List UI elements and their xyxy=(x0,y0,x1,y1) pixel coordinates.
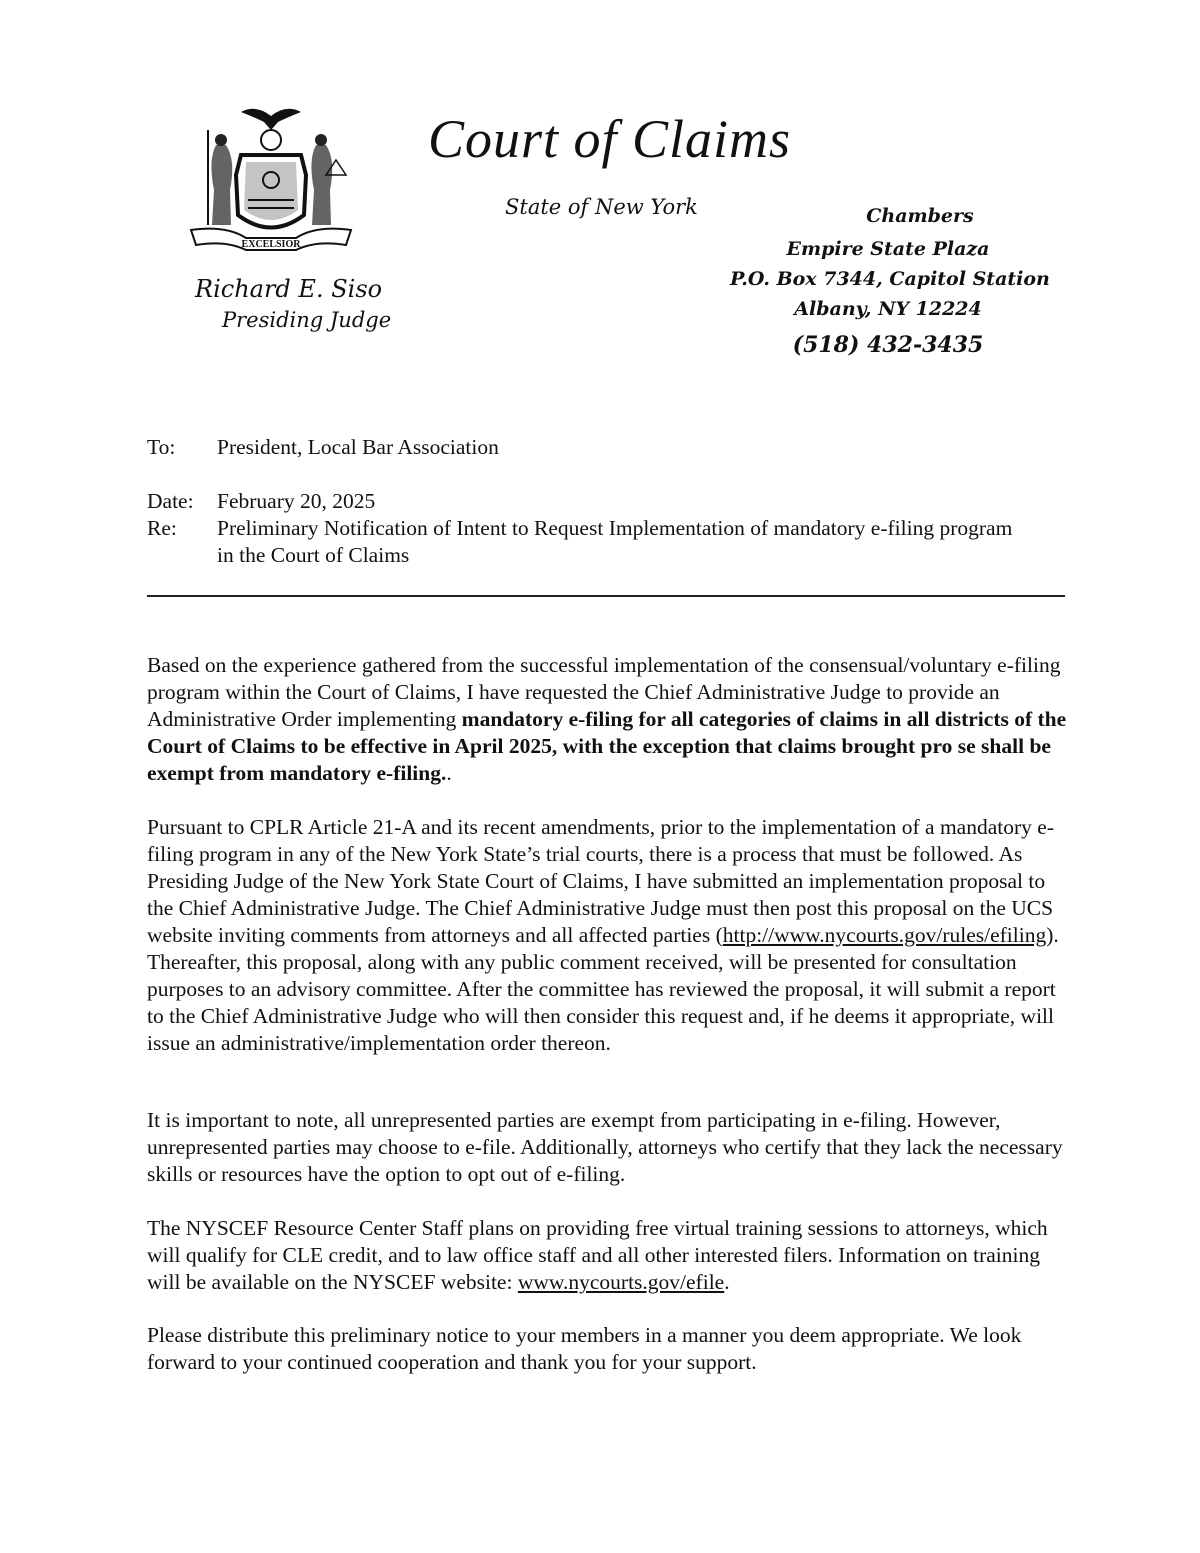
paragraph-5 xyxy=(147,1322,1067,1376)
memo-date xyxy=(147,488,1017,515)
re-label: Re: xyxy=(147,516,177,540)
judge-name: Richard E. Siso xyxy=(195,275,383,303)
address-phone: (518) 432-3435 xyxy=(792,332,984,358)
seal-motto: EXCELSIOR xyxy=(241,239,301,250)
p2-text-after: ). Thereafter, this proposal, along with any public comment received, will be presented for consultation purposes to an advisory committee. After the committee has reviewed the proposal, it will submit a report to the Chief Administrative Judge who will then consider this request and, if he deems it appropriate, will issue an administrative/implementation order thereon. xyxy=(147,923,1059,1055)
efiling-rules-link[interactable]: http://www.nycourts.gov/rules/efiling xyxy=(722,923,1047,947)
address-chambers: Chambers xyxy=(866,205,974,227)
p1-tail: . xyxy=(446,761,452,785)
paragraph-2 xyxy=(147,814,1067,1057)
address-po-box: P.O. Box 7344, Capitol Station xyxy=(730,268,1050,290)
date-value: February 20, 2025 xyxy=(217,489,376,513)
date-label: Date: xyxy=(147,489,194,513)
to-label: To: xyxy=(147,435,176,459)
p1-text: Based on the experience gathered from the successful implementation of the consensual/voluntary e-filing program within the Court of Claims, I have requested the Chief Administrative Judge to provide an Administrative Order implementing xyxy=(147,653,1061,731)
p2-text-before: Pursuant to CPLR Article 21-A and its recent amendments, prior to the implementation of a mandatory e-filing program in any of the New York State’s trial courts, there is a process that must be followed. As Presiding Judge of the New York State Court of Claims, I have submitted an implementation proposal to the Chief Administrative Judge. The Chief Administrative Judge must then post this proposal on the UCS website inviting comments from attorneys and all affected parties ( xyxy=(147,815,1054,947)
to-value: President, Local Bar Association xyxy=(217,435,499,459)
new-york-state-seal xyxy=(186,100,356,260)
p1-bold-text: mandatory e-filing for all categories of claims in all districts of the Court of Claims to be effective in April 2025, with the exception that claims brought pro se shall be exempt from mandatory e-filing. xyxy=(147,707,1067,785)
paragraph-1 xyxy=(147,652,1067,787)
memo-to xyxy=(147,434,1017,461)
paragraph-3 xyxy=(147,1107,1067,1188)
re-value: Preliminary Notification of Intent to Request Implementation of mandatory e-filing program in the Court of Claims xyxy=(217,516,1013,567)
p3-text: It is important to note, all unrepresented parties are exempt from participating in e-filing. However, unrepresented parties may choose to e-file. Additionally, attorneys who certify that they lack the necessary skills or resources have the option to opt out of e-filing. xyxy=(147,1108,1063,1186)
memo-re xyxy=(147,515,1017,569)
address-plaza: Empire State Plaza xyxy=(786,238,990,260)
p4-text-before: The NYSCEF Resource Center Staff plans on providing free virtual training sessions to attorneys, which will qualify for CLE credit, and to law office staff and all other interested filers. Information on training will be available on the NYSCEF website: xyxy=(147,1216,1048,1294)
court-name: Court of Claims xyxy=(428,109,792,169)
header-divider xyxy=(147,595,1065,597)
p5-text: Please distribute this preliminary notice to your members in a manner you deem appropriate. We look forward to your continued cooperation and thank you for your support. xyxy=(147,1323,1022,1374)
judge-title: Presiding Judge xyxy=(222,308,392,332)
paragraph-4 xyxy=(147,1215,1067,1296)
p4-text-after: . xyxy=(724,1270,730,1294)
state-seal-icon xyxy=(186,100,356,260)
nyscef-website-link[interactable]: www.nycourts.gov/efile xyxy=(517,1270,725,1294)
court-state: State of New York xyxy=(505,195,698,219)
address-city: Albany, NY 12224 xyxy=(794,298,982,320)
